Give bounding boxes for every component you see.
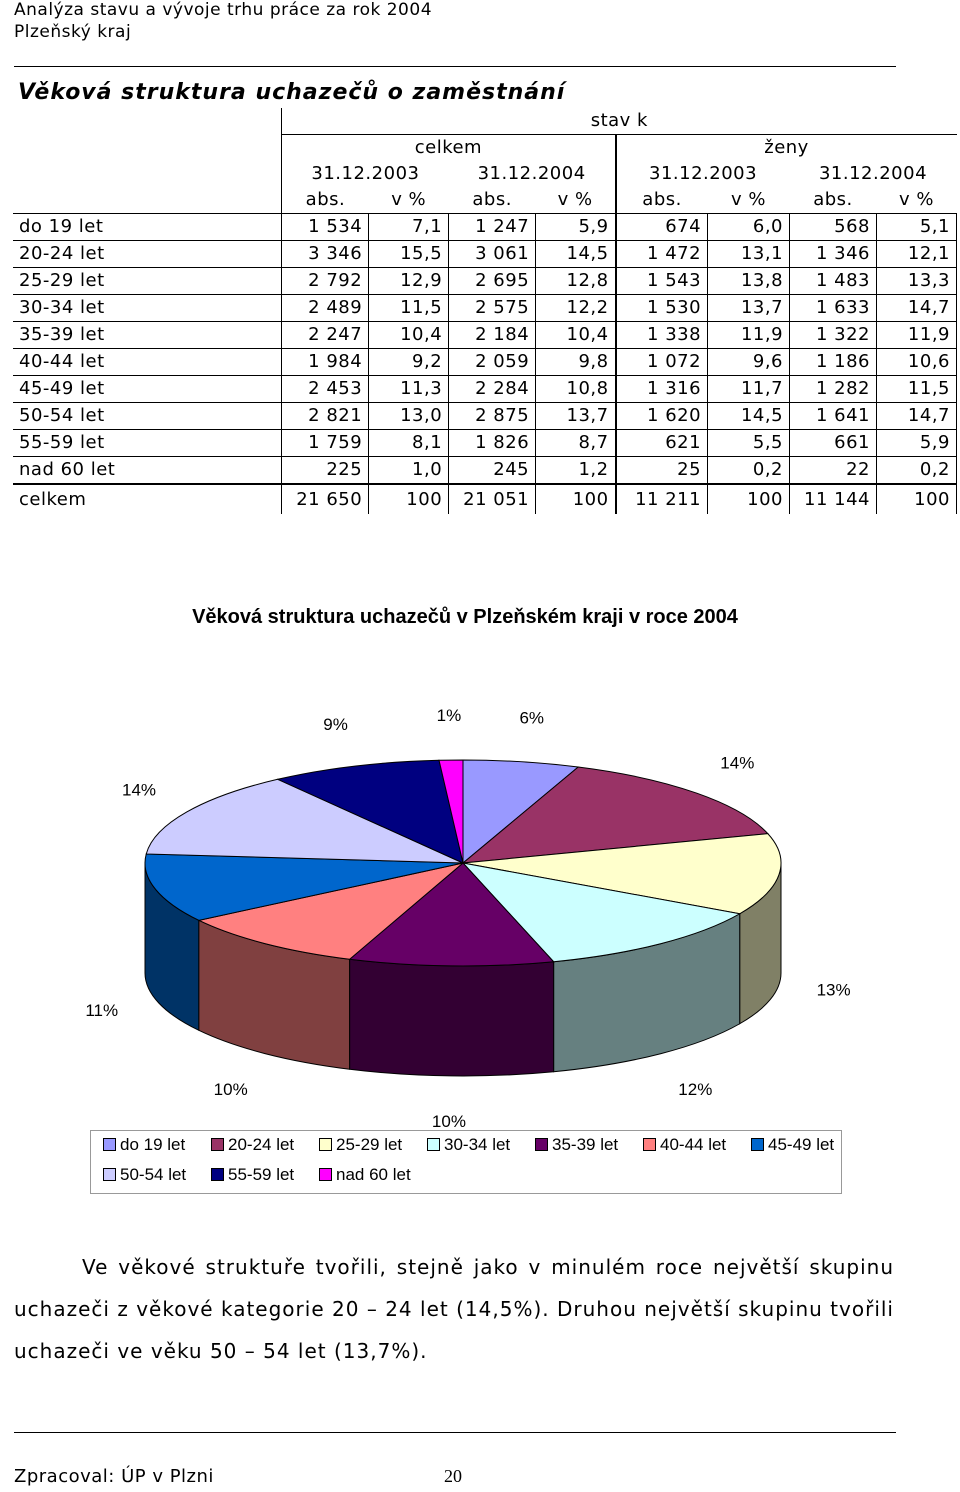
table-cell: 1 759 <box>282 430 369 457</box>
unit-header: v % <box>877 187 957 214</box>
table-cell: 3 061 <box>449 241 536 268</box>
table-cell: 2 575 <box>449 295 536 322</box>
table-cell: 1 620 <box>616 403 708 430</box>
legend-label: 35-39 let <box>552 1135 619 1154</box>
table-cell: 2 821 <box>282 403 369 430</box>
table-cell: 25 <box>616 457 708 485</box>
table-cell: 12,9 <box>369 268 449 295</box>
table-cell: 15,5 <box>369 241 449 268</box>
table-cell: 12,8 <box>536 268 616 295</box>
legend-swatch <box>211 1138 224 1151</box>
table-cell: 1 346 <box>790 241 877 268</box>
page-number: 20 <box>444 1466 462 1486</box>
chart-title: Věková struktura uchazečů v Plzeňském kraji v roce 2004 <box>192 606 738 628</box>
row-label: 45-49 let <box>13 376 282 403</box>
row-label: 35-39 let <box>13 322 282 349</box>
legend-swatch <box>319 1138 332 1151</box>
legend-swatch <box>427 1138 440 1151</box>
table-cell: 100 <box>877 484 957 514</box>
legend-swatch <box>535 1138 548 1151</box>
table-cell: 1 483 <box>790 268 877 295</box>
legend-item <box>319 1165 411 1185</box>
table-cell: 568 <box>790 214 877 241</box>
table-cell: 100 <box>536 484 616 514</box>
legend-item <box>319 1135 402 1155</box>
table-row <box>13 214 957 241</box>
table-cell: 5,9 <box>877 430 957 457</box>
legend-swatch <box>103 1168 116 1181</box>
row-label: do 19 let <box>13 214 282 241</box>
legend-label: 30-34 let <box>444 1135 511 1154</box>
table-cell: 1 322 <box>790 322 877 349</box>
table-cell: 11,9 <box>708 322 790 349</box>
pie-data-label: 10% <box>213 1079 248 1099</box>
table-cell: 1 338 <box>616 322 708 349</box>
table-cell: 621 <box>616 430 708 457</box>
legend-item <box>535 1135 618 1155</box>
table-cell: 13,1 <box>708 241 790 268</box>
body-paragraph <box>14 1246 894 1372</box>
table-cell: 0,2 <box>877 457 957 485</box>
legend-item <box>427 1135 510 1155</box>
unit-header: abs. <box>616 187 708 214</box>
date-header: 31.12.2004 <box>818 163 928 184</box>
table-cell: 5,5 <box>708 430 790 457</box>
table-cell: 2 489 <box>282 295 369 322</box>
pie-slice-side <box>350 959 554 1076</box>
row-label: 55-59 let <box>13 430 282 457</box>
pie-data-label: 14% <box>720 753 755 773</box>
table-corner <box>13 135 282 162</box>
table-cell: 674 <box>616 214 708 241</box>
row-label: 20-24 let <box>13 241 282 268</box>
pie-data-label: 12% <box>678 1079 713 1099</box>
legend-swatch <box>751 1138 764 1151</box>
table-row <box>13 349 957 376</box>
table-cell: 1 534 <box>282 214 369 241</box>
legend-label: 25-29 let <box>336 1135 403 1154</box>
table-cell: 14,5 <box>536 241 616 268</box>
table-cell: 2 247 <box>282 322 369 349</box>
pie-data-label: 14% <box>121 780 157 800</box>
table-cell: 225 <box>282 457 369 485</box>
table-row <box>13 322 957 349</box>
unit-header: abs. <box>449 187 536 214</box>
table-cell: 1 072 <box>616 349 708 376</box>
footer-author: Zpracoval: ÚP v Plzni <box>14 1466 214 1487</box>
table-cell: 10,4 <box>536 322 616 349</box>
row-label: 30-34 let <box>13 295 282 322</box>
body-paragraph-text: Ve věkové struktuře tvořili, stejně jako v minulém roce největší skupinu uchazeči z věkové kategorie 20 – 24 let (14,5%). Druhou největší skupinu tvořili uchazeči ve věku 50 – 54 let (13,7%). <box>14 1255 894 1363</box>
table-total-row <box>13 484 957 514</box>
table-cell: 2 792 <box>282 268 369 295</box>
table-cell: 1 472 <box>616 241 708 268</box>
table-cell: 1 641 <box>790 403 877 430</box>
section-title: Věková struktura uchazečů o zaměstnání <box>18 80 566 105</box>
table-cell: 11,5 <box>877 376 957 403</box>
table-cell: 100 <box>369 484 449 514</box>
table-cell: 14,5 <box>708 403 790 430</box>
table-cell: 1 543 <box>616 268 708 295</box>
table-cell: 11,5 <box>369 295 449 322</box>
table-cell: 12,1 <box>877 241 957 268</box>
table-cell: 21 650 <box>282 484 369 514</box>
row-label: 25-29 let <box>13 268 282 295</box>
table-cell: 13,7 <box>536 403 616 430</box>
table-cell: 11 144 <box>790 484 877 514</box>
table-cell: 1 247 <box>449 214 536 241</box>
legend-swatch <box>103 1138 116 1151</box>
legend-item <box>643 1135 726 1155</box>
table-corner <box>13 161 282 187</box>
table-row <box>13 268 957 295</box>
table-cell: 22 <box>790 457 877 485</box>
table-cell: 1,2 <box>536 457 616 485</box>
table-cell: 1 186 <box>790 349 877 376</box>
unit-header: abs. <box>790 187 877 214</box>
table-cell: 2 059 <box>449 349 536 376</box>
legend-swatch <box>211 1168 224 1181</box>
legend-label: 40-44 let <box>660 1135 727 1154</box>
table-cell: 10,6 <box>877 349 957 376</box>
date-header: 31.12.2003 <box>616 161 790 187</box>
table-cell: 2 695 <box>449 268 536 295</box>
table-cell: 1,0 <box>369 457 449 485</box>
legend-item <box>103 1165 186 1185</box>
legend-label: nad 60 let <box>336 1165 411 1184</box>
table-cell: 2 453 <box>282 376 369 403</box>
table-cell: 14,7 <box>877 403 957 430</box>
table-cell: 9,8 <box>536 349 616 376</box>
document-header-region: Plzeňský kraj <box>14 22 132 42</box>
row-label: celkem <box>13 484 282 514</box>
table-cell: 245 <box>449 457 536 485</box>
pie-data-label: 6% <box>519 708 545 728</box>
legend-label: 20-24 let <box>228 1135 295 1154</box>
table-row <box>13 376 957 403</box>
table-group-header: stav k <box>282 108 957 135</box>
table-cell: 1 826 <box>449 430 536 457</box>
table-cell: 11,3 <box>369 376 449 403</box>
unit-header: v % <box>708 187 790 214</box>
legend-item <box>751 1135 834 1155</box>
table-cell: 1 316 <box>616 376 708 403</box>
table-cell: 661 <box>790 430 877 457</box>
col-group-celkem: celkem <box>414 137 483 158</box>
table-cell: 6,0 <box>708 214 790 241</box>
table-row <box>13 430 957 457</box>
table-cell: 14,7 <box>877 295 957 322</box>
table-corner <box>13 187 282 214</box>
table-cell: 8,7 <box>536 430 616 457</box>
table-cell: 3 346 <box>282 241 369 268</box>
table-cell: 9,6 <box>708 349 790 376</box>
table-cell: 10,4 <box>369 322 449 349</box>
table-cell: 13,0 <box>369 403 449 430</box>
pie-data-label: 11% <box>85 1000 119 1020</box>
table-cell: 13,8 <box>708 268 790 295</box>
table-cell: 2 875 <box>449 403 536 430</box>
table-cell: 11,7 <box>708 376 790 403</box>
table-row <box>13 403 957 430</box>
legend-item <box>103 1135 185 1155</box>
legend-swatch <box>319 1168 332 1181</box>
table-cell: 2 284 <box>449 376 536 403</box>
date-header: 31.12.2004 <box>477 163 586 184</box>
table-cell: 1 984 <box>282 349 369 376</box>
unit-header: v % <box>369 187 449 214</box>
table-cell: 13,7 <box>708 295 790 322</box>
age-structure-table <box>13 108 957 514</box>
chart-legend <box>90 1130 842 1194</box>
table-cell: 21 051 <box>449 484 536 514</box>
table-cell: 13,3 <box>877 268 957 295</box>
row-label: 40-44 let <box>13 349 282 376</box>
table-cell: 5,1 <box>877 214 957 241</box>
table-cell: 11 211 <box>616 484 708 514</box>
row-label: 50-54 let <box>13 403 282 430</box>
table-cell: 12,2 <box>536 295 616 322</box>
pie-data-label: 1% <box>436 706 462 726</box>
pie-chart <box>0 700 960 1131</box>
table-cell: 1 530 <box>616 295 708 322</box>
table-cell: 9,2 <box>369 349 449 376</box>
legend-item <box>211 1165 294 1185</box>
table-corner <box>13 108 282 135</box>
table-body <box>13 214 957 515</box>
header-divider <box>14 66 896 67</box>
legend-label: 55-59 let <box>228 1165 295 1184</box>
row-label: nad 60 let <box>13 457 282 485</box>
legend-item <box>211 1135 294 1155</box>
legend-swatch <box>643 1138 656 1151</box>
pie-data-label: 9% <box>323 714 348 734</box>
legend-label: 50-54 let <box>120 1165 187 1184</box>
table-cell: 100 <box>708 484 790 514</box>
unit-header: v % <box>536 187 616 214</box>
footer-divider <box>14 1432 896 1433</box>
table-cell: 8,1 <box>369 430 449 457</box>
legend-label: do 19 let <box>120 1135 186 1154</box>
unit-header: abs. <box>282 187 369 214</box>
pie-data-label: 10% <box>431 1111 466 1131</box>
table-row <box>13 295 957 322</box>
document-header-title: Analýza stavu a vývoje trhu práce za rok 2004 <box>14 0 433 20</box>
table-row <box>13 241 957 268</box>
table-cell: 1 282 <box>790 376 877 403</box>
table-cell: 2 184 <box>449 322 536 349</box>
pie-data-label: 13% <box>816 980 851 1000</box>
table-cell: 5,9 <box>536 214 616 241</box>
col-group-zeny: ženy <box>616 135 957 162</box>
date-header: 31.12.2003 <box>311 163 420 184</box>
legend-label: 45-49 let <box>768 1135 835 1154</box>
table-cell: 1 633 <box>790 295 877 322</box>
table-row <box>13 457 957 485</box>
table-cell: 10,8 <box>536 376 616 403</box>
table-cell: 11,9 <box>877 322 957 349</box>
table-cell: 7,1 <box>369 214 449 241</box>
table-cell: 0,2 <box>708 457 790 485</box>
